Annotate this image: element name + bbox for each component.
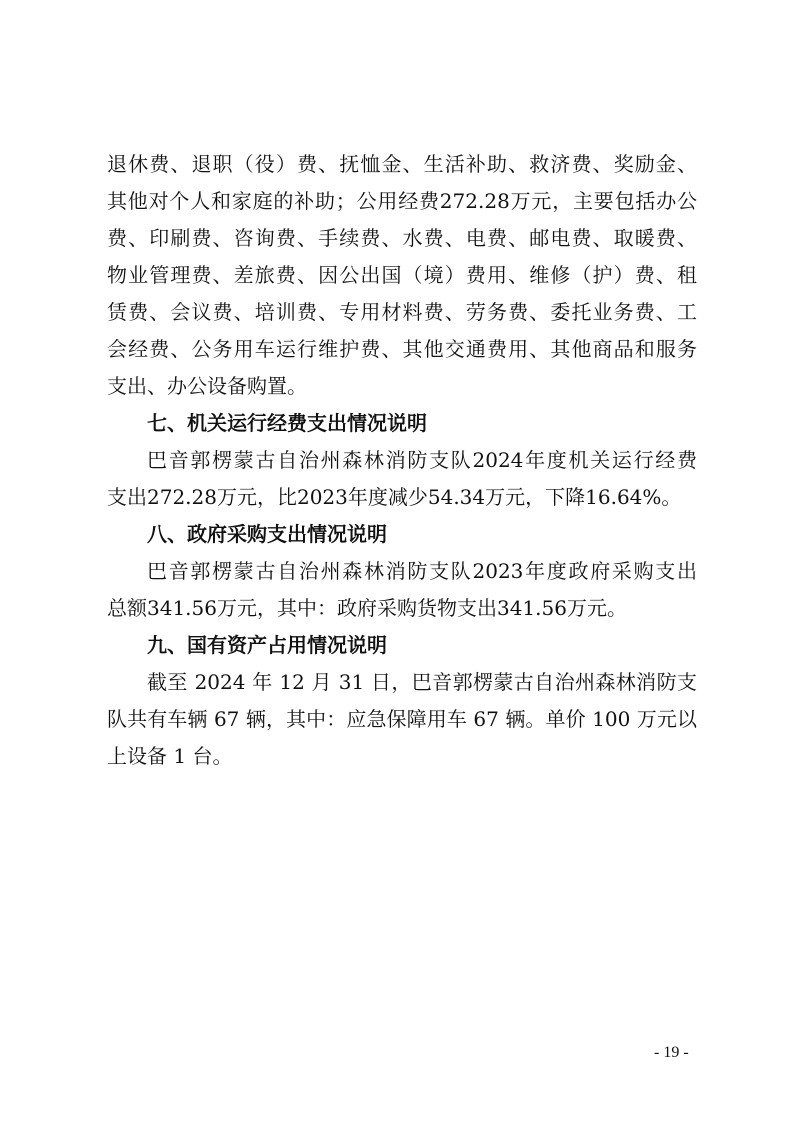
text-line: 巴音郭楞蒙古自治州森林消防支队2023年度政府采购支出 — [147, 559, 697, 583]
text-line: 退休费、退职（役）费、抚恤金、生活补助、救济费、奖励金、 — [107, 152, 697, 176]
text-line: 上设备 1 台。 — [107, 744, 233, 768]
text-line: 总额341.56万元，其中：政府采购货物支出341.56万元。 — [107, 596, 627, 620]
text-line: 物业管理费、差旅费、因公出国（境）费用、维修（护）费、租 — [107, 263, 697, 287]
section-heading-operating-expenses: 七、机关运行经费支出情况说明 — [147, 411, 427, 435]
section-heading-state-assets: 九、国有资产占用情况说明 — [147, 633, 387, 657]
page-number: - 19 - — [654, 1044, 689, 1061]
text-line: 巴音郭楞蒙古自治州森林消防支队2024年度机关运行经费 — [147, 448, 697, 472]
text-line: 会经费、公务用车运行维护费、其他交通费用、其他商品和服务 — [107, 337, 697, 361]
paragraph-personnel-and-public-expenses — [107, 146, 697, 405]
text-line: 费、印刷费、咨询费、手续费、水费、电费、邮电费、取暖费、 — [107, 226, 697, 250]
text-line: 支出、办公设备购置。 — [107, 374, 307, 398]
text-line: 截至 2024 年 12 月 31 日，巴音郭楞蒙古自治州森林消防支 — [147, 670, 697, 694]
text-line: 赁费、会议费、培训费、专用材料费、劳务费、委托业务费、工 — [107, 300, 697, 324]
section-heading-government-procurement: 八、政府采购支出情况说明 — [147, 522, 387, 546]
paragraph-operating-expenses — [107, 442, 697, 516]
text-line: 其他对个人和家庭的补助；公用经费272.28万元，主要包括办公 — [107, 189, 697, 213]
paragraph-state-assets — [107, 664, 697, 775]
text-line: 支出272.28万元，比2023年度减少54.34万元，下降16.64%。 — [107, 485, 682, 509]
paragraph-government-procurement — [107, 553, 697, 627]
text-line: 队共有车辆 67 辆，其中：应急保障用车 67 辆。单价 100 万元以 — [107, 707, 697, 731]
document-body — [107, 146, 697, 775]
